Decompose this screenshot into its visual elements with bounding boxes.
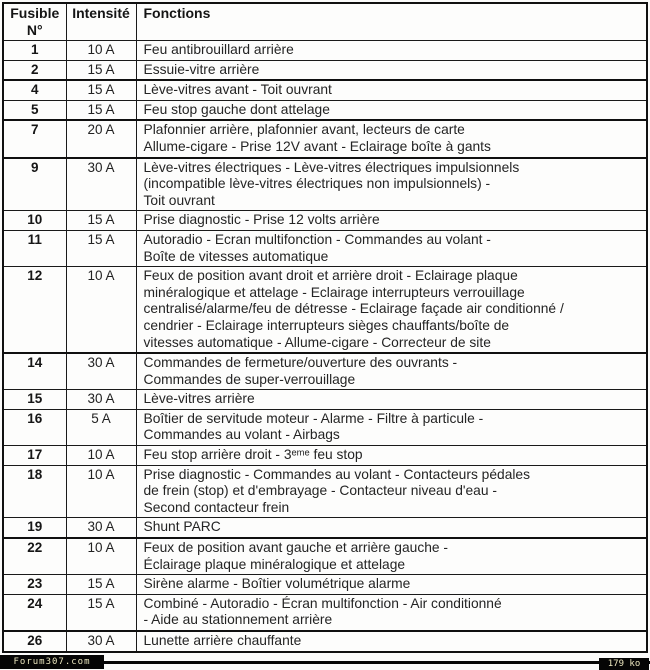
fuse-row-11 [3, 230, 647, 266]
fuse-functions [136, 158, 647, 211]
function-line: (incompatible lève-vitres électriques non impulsionnels) - [143, 176, 491, 192]
fuse-functions [136, 267, 647, 353]
fuse-number: 18 [3, 465, 66, 518]
fuse-row-2 [3, 60, 647, 80]
header-fusible-line1: Fusible [10, 5, 60, 21]
fuse-number: 15 [3, 390, 66, 410]
fuse-row-17 [3, 446, 647, 466]
function-line: Commandes de super-verrouillage [143, 371, 356, 387]
function-line: vitesses automatique - Allume-cigare - Correcteur de site [143, 334, 491, 350]
function-line: Boîte de vitesses automatique [143, 248, 329, 264]
column-header-fonctions: Fonctions [136, 3, 647, 41]
fuse-number: 26 [3, 631, 66, 652]
fuse-amperage: 10 A [66, 267, 136, 353]
fuse-functions [136, 446, 647, 466]
fuse-functions [136, 60, 647, 80]
fuse-row-10 [3, 211, 647, 231]
function-line: Essuie-vitre arrière [143, 61, 260, 77]
fuse-row-15 [3, 390, 647, 410]
function-line: Commandes de fermeture/ouverture des ouvrants - [143, 355, 458, 371]
fuse-amperage: 30 A [66, 390, 136, 410]
fuse-rows-body [3, 41, 647, 652]
fuse-amperage: 10 A [66, 538, 136, 575]
function-line: Lève-vitres électriques - Lève-vitres électriques impulsionnels [143, 159, 520, 175]
fuse-row-4 [3, 80, 647, 100]
fuse-functions [136, 631, 647, 652]
fuse-amperage: 15 A [66, 211, 136, 231]
fuse-amperage: 30 A [66, 158, 136, 211]
fuse-amperage: 30 A [66, 353, 136, 390]
fuse-amperage: 10 A [66, 465, 136, 518]
fuse-number: 9 [3, 158, 66, 211]
fuse-row-5 [3, 100, 647, 120]
function-line: Plafonnier arrière, plafonnier avant, lecteurs de carte [143, 122, 465, 138]
fuse-functions [136, 409, 647, 445]
function-line: Second contacteur frein [143, 499, 290, 515]
fuse-number: 1 [3, 41, 66, 61]
fuse-amperage: 15 A [66, 230, 136, 266]
function-line: Autoradio - Ecran multifonction - Commandes au volant - [143, 231, 491, 247]
fuse-amperage: 30 A [66, 631, 136, 652]
fuse-functions [136, 41, 647, 61]
fuse-number: 5 [3, 100, 66, 120]
fuse-functions [136, 80, 647, 100]
fuse-row-24 [3, 594, 647, 631]
function-line: Lève-vitres avant - Toit ouvrant [143, 82, 332, 98]
fuse-row-7 [3, 120, 647, 157]
function-line: Allume-cigare - Prise 12V avant - Eclairage boîte à gants [143, 138, 491, 154]
function-line: Boîtier de servitude moteur - Alarme - Filtre à particule - [143, 410, 484, 426]
column-header-fusible [3, 3, 66, 41]
table-header-row [3, 3, 647, 41]
fuse-functions [136, 390, 647, 410]
fuse-functions [136, 538, 647, 575]
header-fusible-line2: N° [26, 22, 43, 38]
fuse-amperage: 15 A [66, 60, 136, 80]
function-line: Combiné - Autoradio - Écran multifonction - Air conditionné [143, 595, 502, 611]
fuse-row-9 [3, 158, 647, 211]
fuse-row-12 [3, 267, 647, 353]
function-line: Lève-vitres arrière [143, 391, 255, 407]
function-line: cendrier - Eclairage interrupteurs sièges chauffants/boîte de [143, 317, 510, 333]
fuse-row-26 [3, 631, 647, 652]
fuse-number: 17 [3, 446, 66, 466]
fuse-number: 14 [3, 353, 66, 390]
fuse-amperage: 15 A [66, 100, 136, 120]
function-line: Lunette arrière chauffante [143, 633, 302, 648]
function-line: Shunt PARC [143, 519, 221, 535]
function-line: Feux de position avant gauche et arrière gauche - [143, 540, 448, 556]
fuse-number: 2 [3, 60, 66, 80]
fuse-amperage: 30 A [66, 518, 136, 538]
fuse-functions [136, 230, 647, 266]
fuse-row-19 [3, 518, 647, 538]
function-line: Prise diagnostic - Commandes au volant - Contacteurs pédales [143, 466, 531, 482]
function-line: Sirène alarme - Boîtier volumétrique alarme [143, 576, 411, 592]
fuse-number: 10 [3, 211, 66, 231]
fuse-number: 7 [3, 120, 66, 157]
function-line: centralisé/alarme/feu de détresse - Eclairage façade air conditionné / [143, 301, 564, 317]
fuse-functions [136, 575, 647, 595]
function-line: Éclairage plaque minéralogique et attelage [143, 556, 406, 572]
fuse-functions [136, 211, 647, 231]
function-line: - Aide au stationnement arrière [143, 612, 333, 628]
fuse-table [2, 2, 648, 653]
function-line: Toit ouvrant [143, 192, 215, 208]
fuse-number: 12 [3, 267, 66, 353]
fuse-amperage: 10 A [66, 446, 136, 466]
fuse-number: 4 [3, 80, 66, 100]
fuse-amperage: 15 A [66, 594, 136, 631]
fuse-functions [136, 518, 647, 538]
fuse-row-23 [3, 575, 647, 595]
fuse-row-18 [3, 465, 647, 518]
fuse-amperage: 5 A [66, 409, 136, 445]
fuse-amperage: 15 A [66, 575, 136, 595]
fuse-number: 11 [3, 230, 66, 266]
function-line: minéralogique et attelage - Eclairage interrupteurs verrouillage [143, 284, 525, 300]
fuse-functions [136, 353, 647, 390]
function-line: Feu antibrouillard arrière [143, 42, 294, 57]
fuse-functions [136, 120, 647, 157]
fuse-functions [136, 465, 647, 518]
fuse-number: 24 [3, 594, 66, 631]
fuse-row-14 [3, 353, 647, 390]
fuse-row-1 [3, 41, 647, 61]
function-line: Commandes au volant - Airbags [143, 427, 340, 443]
function-line: Prise diagnostic - Prise 12 volts arrière [143, 212, 380, 228]
watermark-site-label: Forum307.com [0, 655, 104, 669]
fuse-functions [136, 594, 647, 631]
function-line: de frein (stop) et d'embrayage - Contacteur niveau d'eau - [143, 483, 497, 499]
file-size-badge: 179 ko [599, 658, 649, 670]
function-line: Feu stop arrière droit - 3ᵉᵐᵉ feu stop [143, 447, 363, 463]
fuse-amperage: 15 A [66, 80, 136, 100]
fuse-row-22 [3, 538, 647, 575]
function-line: Feux de position avant droit et arrière droit - Eclairage plaque [143, 268, 518, 284]
fuse-amperage: 20 A [66, 120, 136, 157]
fuse-amperage: 10 A [66, 41, 136, 61]
footer-bar [0, 654, 650, 670]
fuse-number: 22 [3, 538, 66, 575]
fuse-row-16 [3, 409, 647, 445]
column-header-intensite: Intensité [66, 3, 136, 41]
fuse-number: 16 [3, 409, 66, 445]
function-line: Feu stop gauche dont attelage [143, 101, 330, 117]
fuse-functions [136, 100, 647, 120]
fuse-number: 19 [3, 518, 66, 538]
fuse-number: 23 [3, 575, 66, 595]
